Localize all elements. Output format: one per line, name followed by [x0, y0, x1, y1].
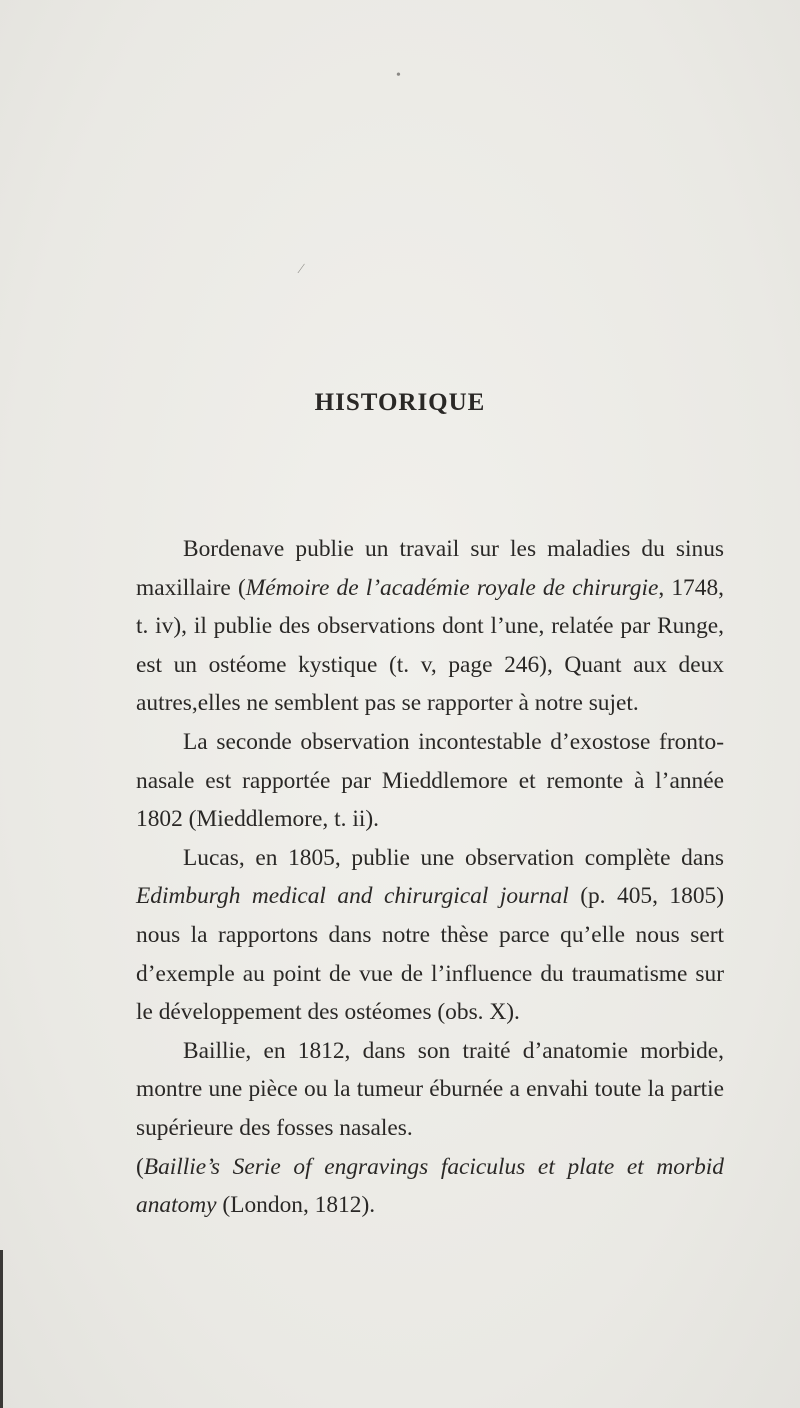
- italic-citation: Mémoire de l’académie royale de chirurgie: [245, 574, 659, 601]
- italic-citation: Baillie’s Serie of engravings faciculus et plate et morbid anatomy: [136, 1153, 724, 1219]
- italic-citation: Edimburgh medical and chirurgical journal: [136, 883, 569, 910]
- bleed-through-mark: •: [396, 68, 401, 83]
- paragraph: [136, 1032, 724, 1148]
- paragraph: [136, 1148, 724, 1225]
- text-run: (London, 1812).: [216, 1192, 376, 1219]
- text-run: Baillie, en 1812, dans son traité d’anatomie morbide, montre une pièce ou la tumeur éburnée a envahi toute la partie supérieure des fosses nasales.: [136, 1037, 724, 1141]
- paragraph: [136, 839, 724, 1032]
- page-title: HISTORIQUE: [314, 388, 486, 416]
- text-run: Bordenave publie un travail sur les maladies du sinus maxillaire (: [136, 536, 724, 601]
- text-run: La seconde observation incontestable d’exostose fronto-nasale est rapportée par Mieddlemore et remonte à l’année 1802 (Mieddlemore, t. ii).: [136, 728, 724, 833]
- body-text: [136, 530, 724, 1225]
- paragraph: [136, 530, 724, 723]
- page-edge-line: [0, 1250, 3, 1408]
- paragraph: [136, 723, 724, 839]
- text-run: Lucas, en 1805, publie une observation complète dans: [183, 844, 724, 871]
- text-run: (p. 405, 1805) nous la rapportons dans notre thèse parce qu’elle nous sert d’exemple au point de vue de l’influence du traumatisme sur le développement des ostéomes (obs. X).: [136, 883, 724, 1026]
- text-run: (: [136, 1153, 144, 1180]
- text-run: , 1748, t. iv), il publie des observations dont l’une, relatée par Runge, est un ostéome kystique (t. v, page 246), Quant aux deux autres,elles ne semblent pas se rapporter à notre sujet.: [136, 574, 724, 717]
- bleed-through-mark: ∕: [300, 262, 303, 277]
